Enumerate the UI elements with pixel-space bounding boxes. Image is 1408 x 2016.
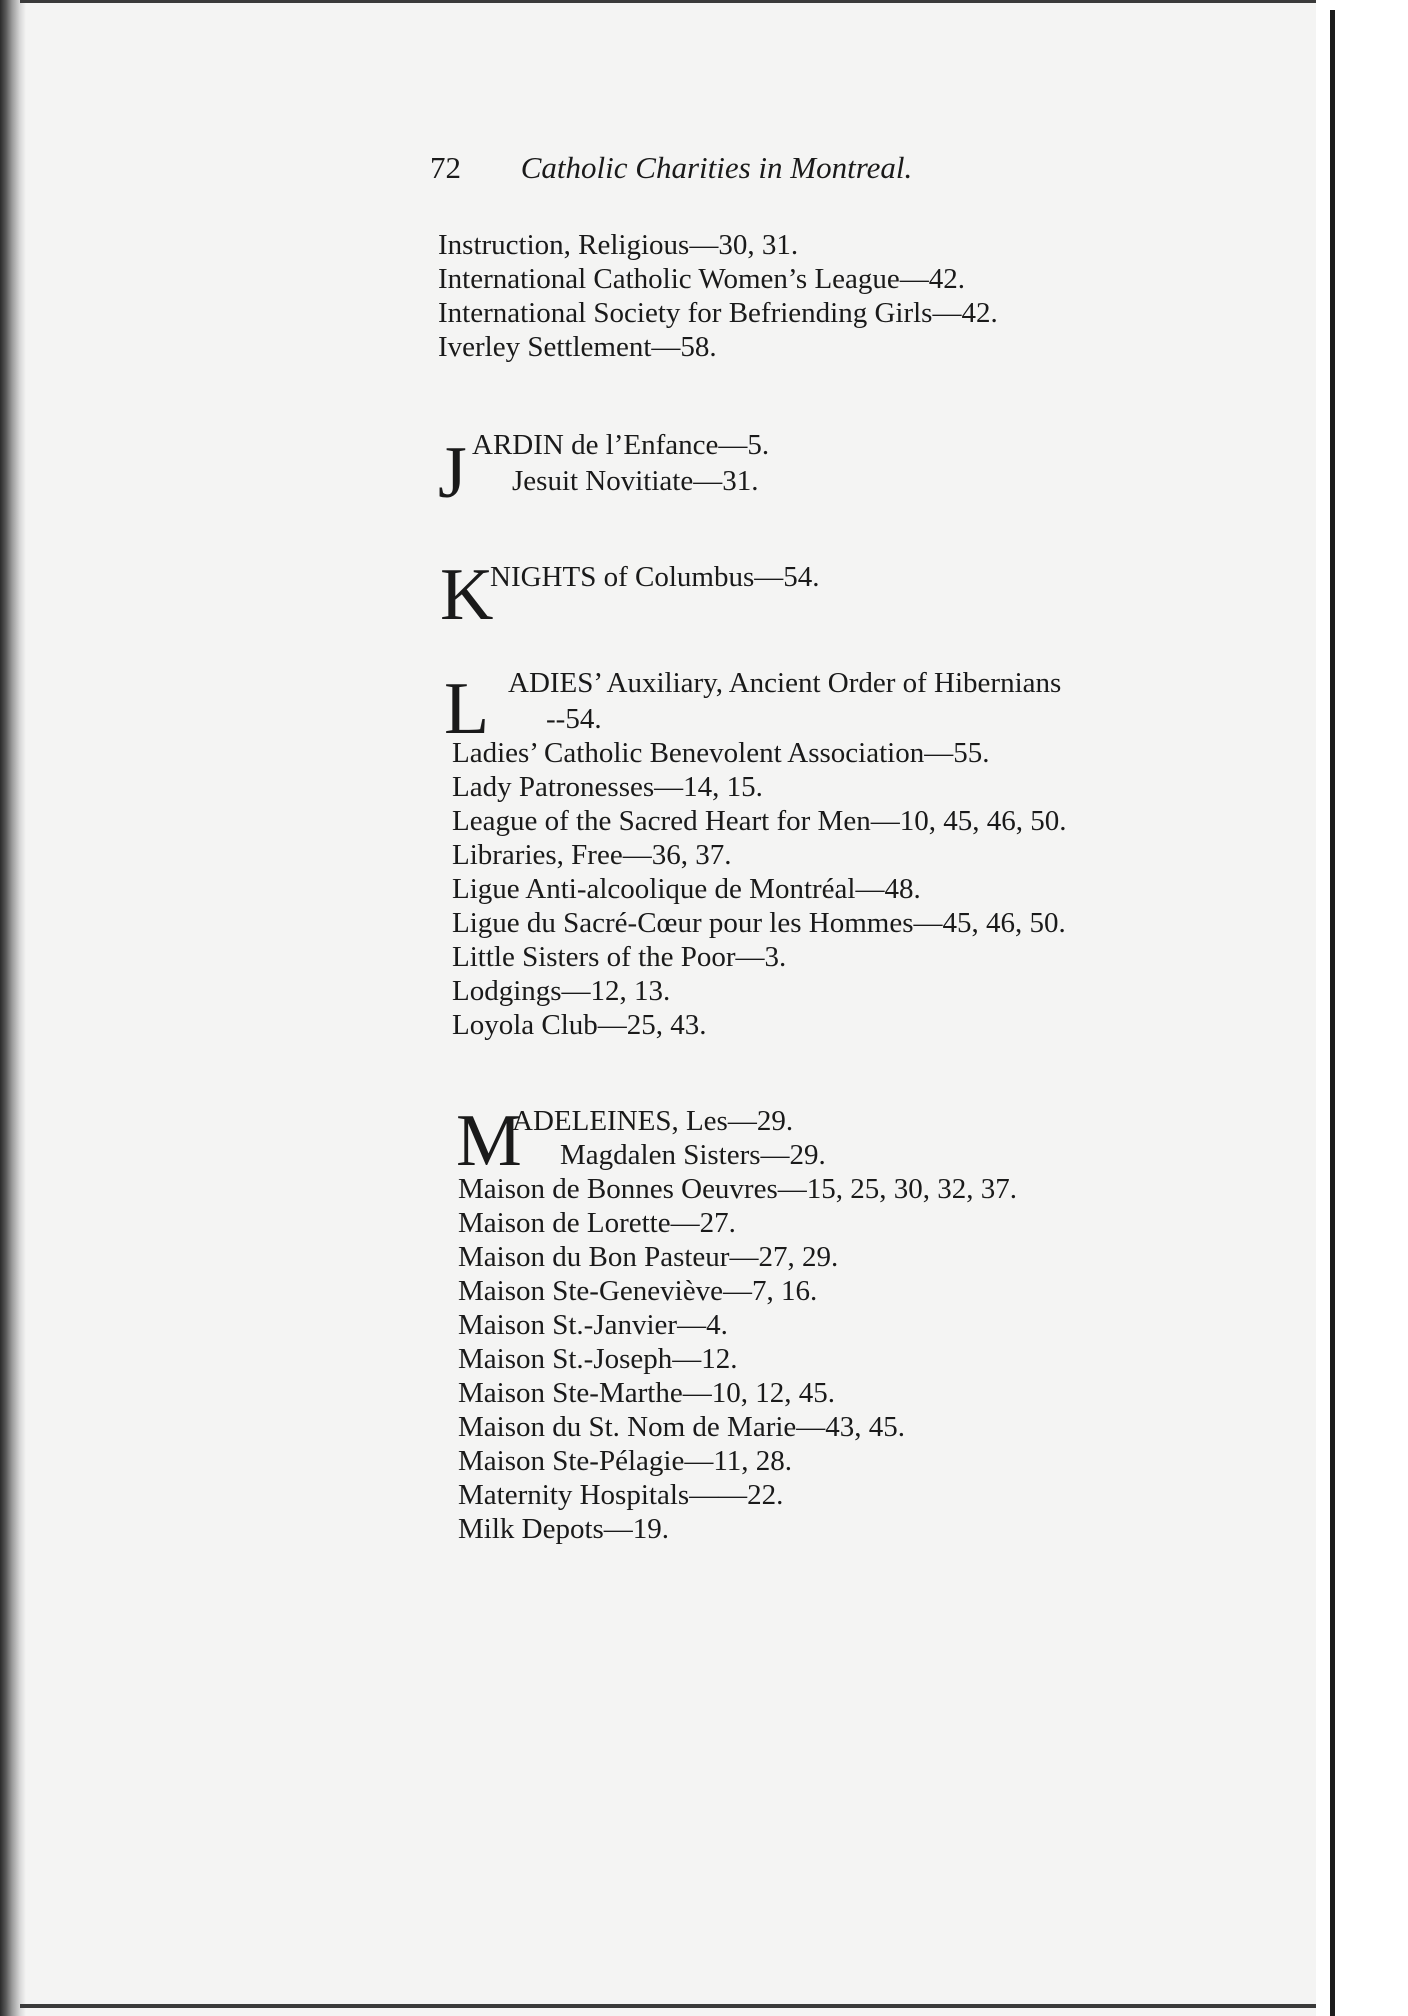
index-entry: Maison du Bon Pasteur—27, 29. bbox=[458, 1241, 839, 1273]
index-entry: Maison de Bonnes Oeuvres—15, 25, 30, 32, 37. bbox=[458, 1173, 1018, 1205]
running-title: Catholic Charities in Montreal. bbox=[520, 150, 913, 185]
index-entry: Jesuit Novitiate—31. bbox=[512, 465, 759, 497]
index-entry: Maison du St. Nom de Marie—43, 45. bbox=[458, 1411, 906, 1443]
index-entry: Maison St.-Joseph—12. bbox=[458, 1343, 738, 1375]
page-header bbox=[430, 150, 912, 186]
drop-cap-k: K bbox=[440, 554, 494, 636]
index-entry-continuation: --54. bbox=[546, 703, 602, 735]
drop-cap-j: J bbox=[438, 432, 467, 514]
index-entry: Iverley Settlement—58. bbox=[438, 331, 717, 363]
index-entry-lead: ADIES’ Auxiliary, Ancient Order of Hibernians bbox=[508, 667, 1062, 699]
index-entries-m bbox=[458, 1172, 1017, 1546]
index-entry: Lady Patronesses—14, 15. bbox=[452, 771, 763, 803]
index-section-i bbox=[438, 228, 998, 364]
index-entry-lead: NIGHTS of Columbus—54. bbox=[490, 561, 820, 593]
top-edge bbox=[20, 0, 1320, 3]
index-entry: International Catholic Women’s League—42. bbox=[438, 263, 966, 295]
right-edge-rule bbox=[1330, 10, 1335, 2016]
index-entry: Ligue Anti-alcoolique de Montréal—48. bbox=[452, 873, 921, 905]
index-entry-lead: ADELEINES, Les—29. bbox=[512, 1105, 794, 1137]
index-entry: Maison Ste-Marthe—10, 12, 45. bbox=[458, 1377, 835, 1409]
drop-cap-l: L bbox=[444, 668, 490, 750]
index-entry: Libraries, Free—36, 37. bbox=[452, 839, 732, 871]
index-entry: Maison Ste-Pélagie—11, 28. bbox=[458, 1445, 792, 1477]
index-entry: Ligue du Sacré-Cœur pour les Hommes—45, 46, 50. bbox=[452, 907, 1066, 939]
index-entry: Milk Depots—19. bbox=[458, 1513, 670, 1545]
index-entry: Little Sisters of the Poor—3. bbox=[452, 941, 787, 973]
index-entry: Instruction, Religious—30, 31. bbox=[438, 229, 799, 261]
index-entry: League of the Sacred Heart for Men—10, 45, 46, 50. bbox=[452, 805, 1067, 837]
index-entry: International Society for Befriending Girls—42. bbox=[438, 297, 998, 329]
index-entry: Magdalen Sisters—29. bbox=[560, 1139, 826, 1171]
index-entries-l bbox=[452, 736, 1066, 1042]
index-entry-lead: ARDIN de l’Enfance—5. bbox=[472, 429, 770, 461]
index-entry: Loyola Club—25, 43. bbox=[452, 1009, 707, 1041]
index-entry: Maison St.-Janvier—4. bbox=[458, 1309, 728, 1341]
index-entry: Ladies’ Catholic Benevolent Association—55. bbox=[452, 737, 990, 769]
index-entry: Maternity Hospitals——22. bbox=[458, 1479, 784, 1511]
bottom-edge bbox=[20, 2004, 1320, 2008]
index-entry: Maison Ste-Geneviève—7, 16. bbox=[458, 1275, 818, 1307]
book-spine-shadow bbox=[0, 0, 26, 2016]
drop-cap-m: M bbox=[456, 1100, 522, 1182]
index-entry: Lodgings—12, 13. bbox=[452, 975, 671, 1007]
index-entry: Maison de Lorette—27. bbox=[458, 1207, 736, 1239]
page-number: 72 bbox=[430, 150, 461, 185]
